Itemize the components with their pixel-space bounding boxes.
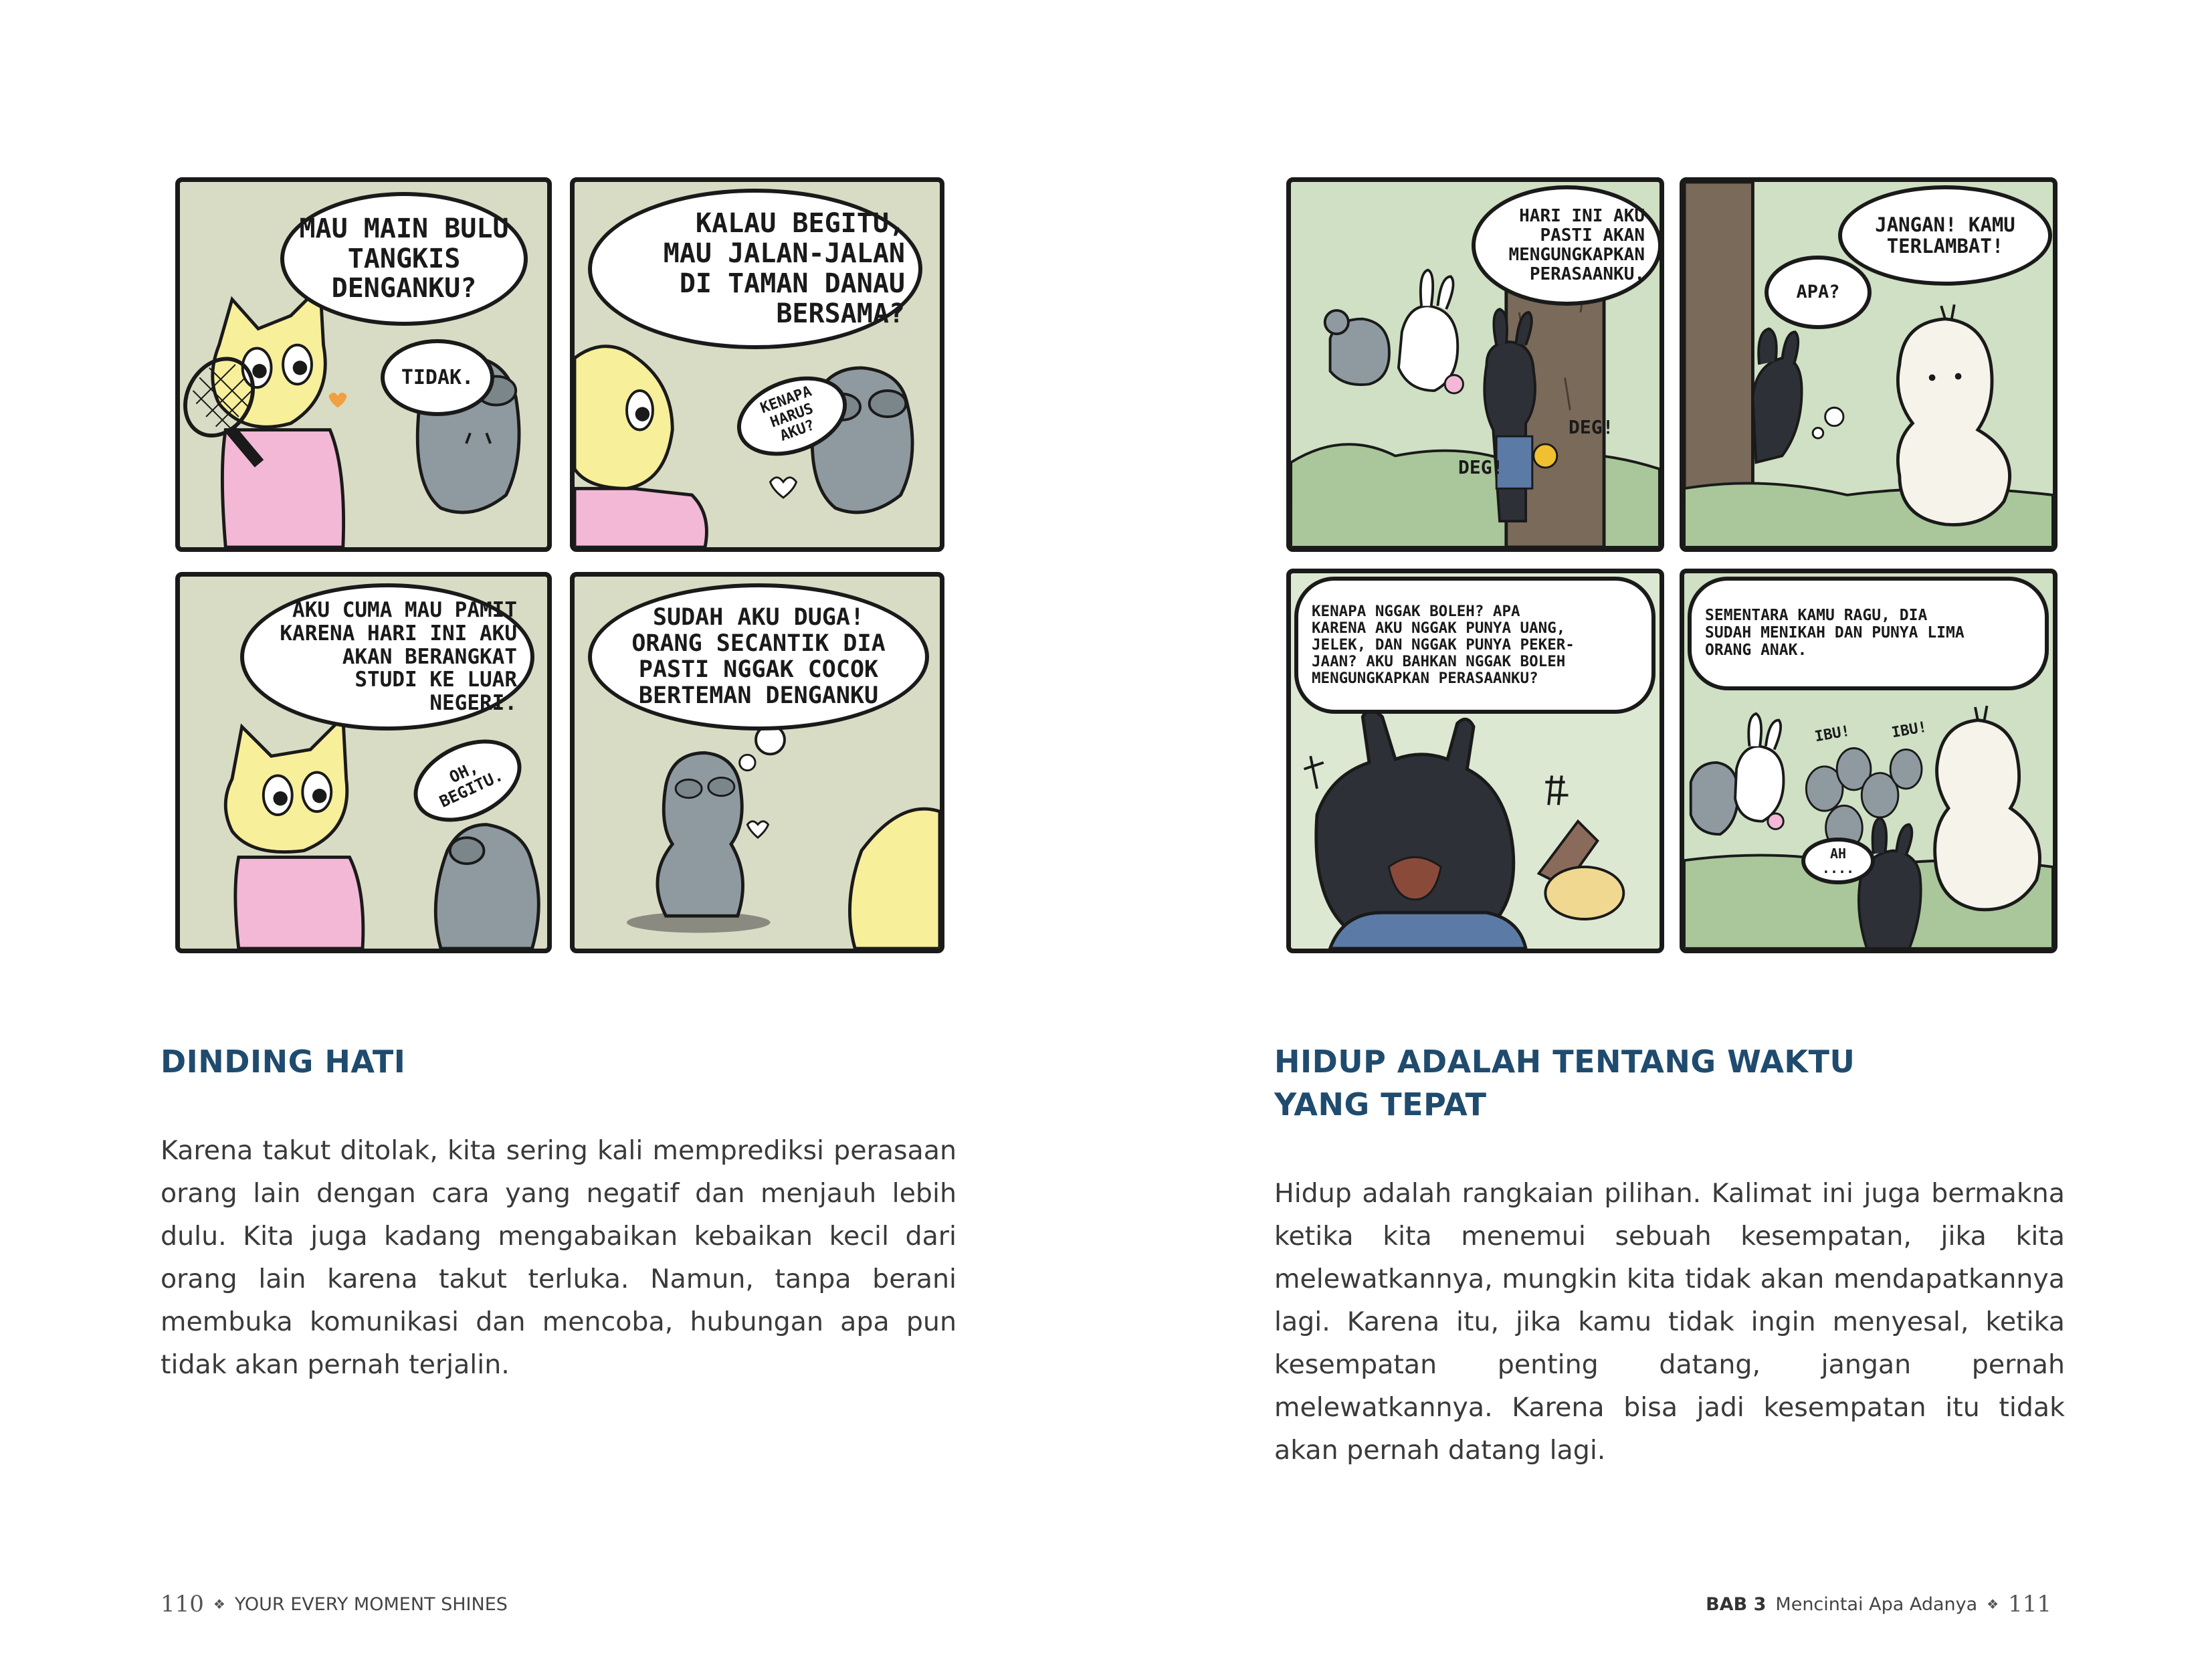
diamond-separator-icon: ❖ [1987,1596,1999,1612]
speech-bubble: HARI INI AKU PASTI AKAN MENGUNGKAPKAN PERASAANKU. [1472,185,1662,306]
speech-bubble: KENAPA HARUS AKU? [726,362,858,470]
body-paragraph: Karena takut ditolak, kita sering kali memprediksi perasaan orang lain dengan cara yang negatif dan menjauh lebih dulu. Kita juga kadang mengabaikan kebaikan kecil dari orang lain karena takut terluka. Namun, tanpa berani membuka komunikasi dan mencoba, hubungan apa pun tidak akan pernah terjalin. [161,1135,957,1380]
body-paragraph: Hidup adalah rangkaian pilihan. Kalimat ini juga bermakna ketika kita menemui sebuah kesempatan, jika kita melewatkannya, mungkin kita tidak akan mendapatkannya lagi. Karena itu, jika kamu tidak ingin menyesal, ketika kesempatan penting datang, jangan pernah melewatkannya. Karena bisa jadi kesempatan itu tidak akan pernah datang lagi. [1274,1178,2065,1466]
comic-panel-4 [570,572,944,953]
comic-strip-left [175,177,944,953]
comic-panel-4 [1680,569,2057,953]
page-footer [161,1591,508,1618]
comic-panel-2 [1680,177,2057,552]
heading-line: YANG TEPAT [1274,1086,1487,1123]
speech-bubble: MAU MAIN BULU TANGKIS DENGANKU? [280,192,528,326]
comic-panel-1 [1286,177,1664,552]
speech-bubble: KENAPA NGGAK BOLEH? APA KARENA AKU NGGAK PUNYA UANG, JELEK, DAN NGGAK PUNYA PEKER- JAAN? AKU BAHKAN NGGAK BOLEH MENGUNGKAPKAN PERASAANKU? [1294,577,1655,714]
page-number: 110 [161,1591,204,1618]
speech-bubble: SEMENTARA KAMU RAGU, DIA SUDAH MENIKAH DAN PUNYA LIMA ORANG ANAK. [1688,577,2049,690]
speech-bubble: AKU CUMA MAU PAMIT KARENA HARI INI AKU AKAN BERANGKAT STUDI KE LUAR NEGERI. [240,583,534,730]
sound-effect-text: DEG! [1458,456,1504,478]
heading-line: HIDUP ADALAH TENTANG WAKTU [1274,1044,1855,1080]
sound-effect-text: DEG! [1569,416,1614,438]
diamond-separator-icon: ❖ [213,1596,225,1612]
chapter-title: Mencintai Apa Adanya [1775,1593,1978,1615]
speech-bubble: OH, BEGITU. [401,723,535,838]
speech-bubble: APA? [1765,256,1872,329]
sound-effect-text: IBU! [1890,718,1928,742]
chapter-label: BAB 3 [1706,1593,1767,1615]
comic-panel-1 [175,177,552,552]
comic-panel-2 [570,177,944,552]
book-title: YOUR EVERY MOMENT SHINES [234,1593,508,1615]
section-heading [1274,1040,1943,1126]
page-footer [1706,1591,2051,1618]
comic-panel-3 [1286,569,1664,953]
speech-bubble: KALAU BEGITU, MAU JALAN-JALAN DI TAMAN DANAU BERSAMA? [588,189,922,349]
speech-bubble: TIDAK. [381,339,494,416]
right-page [1106,0,2212,1659]
sound-effect-text: IBU! [1813,722,1851,746]
page-number: 111 [2008,1591,2051,1618]
speech-bubble: SUDAH AKU DUGA! ORANG SECANTIK DIA PASTI NGGAK COCOK BERTEMAN DENGANKU [588,583,929,730]
section-heading: DINDING HATI [161,1044,406,1080]
speech-bubble: JANGAN! KAMU TERLAMBAT! [1838,185,2052,286]
comic-strip-right [1286,177,2057,953]
comic-panel-3 [175,572,552,953]
speech-bubble: AH .... [1801,838,1875,884]
